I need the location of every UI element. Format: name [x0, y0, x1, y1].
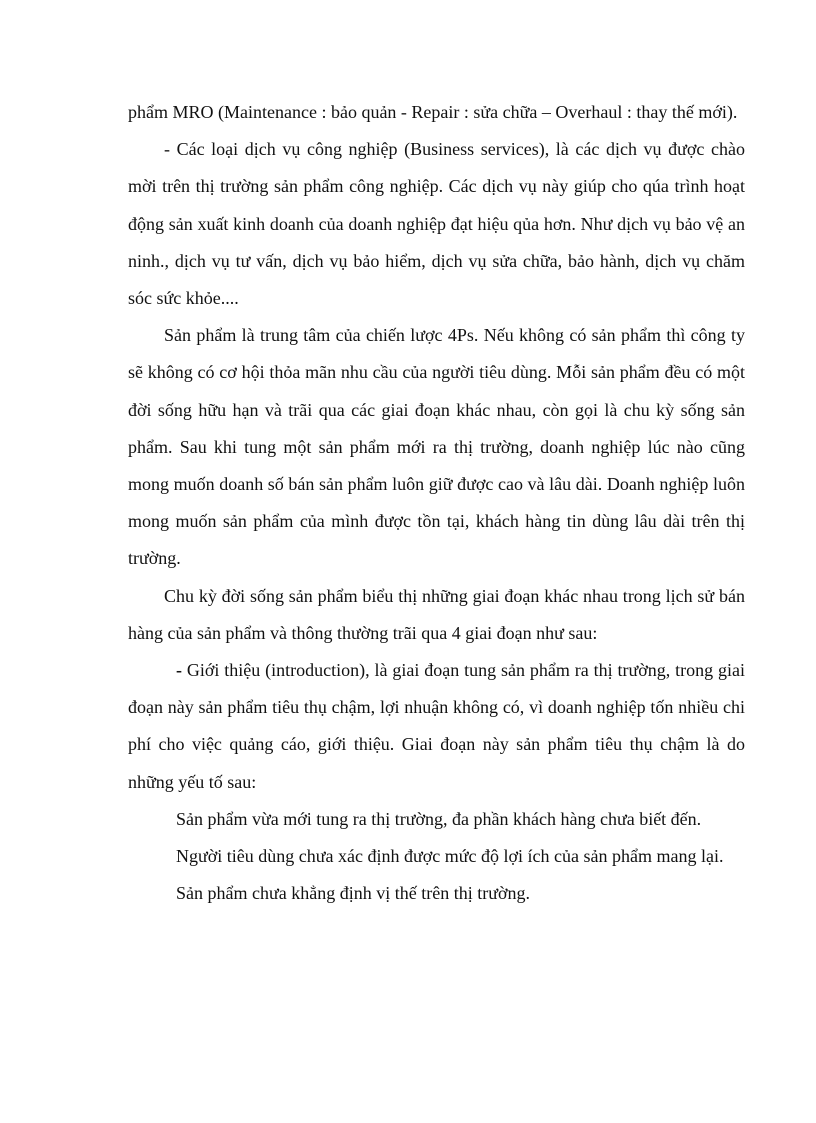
list-dash: -: [176, 660, 182, 681]
introduction-stage-text: Giới thiệu (introduction), là giai đoạn tung sản phẩm ra thị trường, trong giai đoạn này sản phẩm tiêu thụ chậm, lợi nhuận không có, vì doanh nghiệp tốn nhiều chi phí cho việc quảng cáo, giới thiệu. Giai đoạn này sản phẩm tiêu thụ chậm là do những yếu tố sau:: [128, 660, 745, 792]
body-text: [128, 94, 745, 912]
paragraph-introduction-stage: [128, 652, 745, 801]
paragraph-life-cycle-intro: Chu kỳ đời sống sản phẩm biểu thị những giai đoạn khác nhau trong lịch sử bán hàng của sản phẩm và thông thường trãi qua 4 giai đoạn như sau:: [128, 585, 745, 643]
paragraph-product-center: Sản phẩm là trung tâm của chiến lược 4Ps. Nếu không có sản phẩm thì công ty sẽ không có cơ hội thỏa mãn nhu cầu của người tiêu dùng. Mỗi sản phẩm đều có một đời sống hữu hạn và trãi qua các giai đoạn khác nhau, còn gọi là chu kỳ sống sản phẩm. Sau khi tung một sản phẩm mới ra thị trường, doanh nghiệp lúc nào cũng mong muốn doanh số bán sản phẩm luôn giữ được cao và lâu dài. Doanh nghiệp luôn mong muốn sản phẩm của mình được tồn tại, khách hàng tin dùng lâu dài trên thị trường.: [128, 325, 745, 569]
paragraph-factor-new-product: Sản phẩm vừa mới tung ra thị trường, đa phần khách hàng chưa biết đến.: [176, 808, 702, 829]
paragraph-factor-consumer-benefit: Người tiêu dùng chưa xác định được mức độ lợi ích của sản phẩm mang lại.: [176, 846, 724, 867]
paragraph-business-services: - Các loại dịch vụ công nghiệp (Business services), là các dịch vụ được chào mời trên thị trường sản phẩm công nghiệp. Các dịch vụ này giúp cho qúa trình hoạt động sản xuất kinh doanh của doanh nghiệp đạt hiệu qủa hơn. Như dịch vụ bảo vệ an ninh., dịch vụ tư vấn, dịch vụ bảo hiểm, dịch vụ sửa chữa, bảo hành, dịch vụ chăm sóc sức khỏe....: [128, 139, 745, 309]
paragraph-factor-market-position: Sản phẩm chưa khẳng định vị thế trên thị trường.: [176, 883, 530, 904]
paragraph-mro-continuation: phẩm MRO (Maintenance : bảo quản - Repair : sửa chữa – Overhaul : thay thế mới).: [128, 102, 738, 122]
